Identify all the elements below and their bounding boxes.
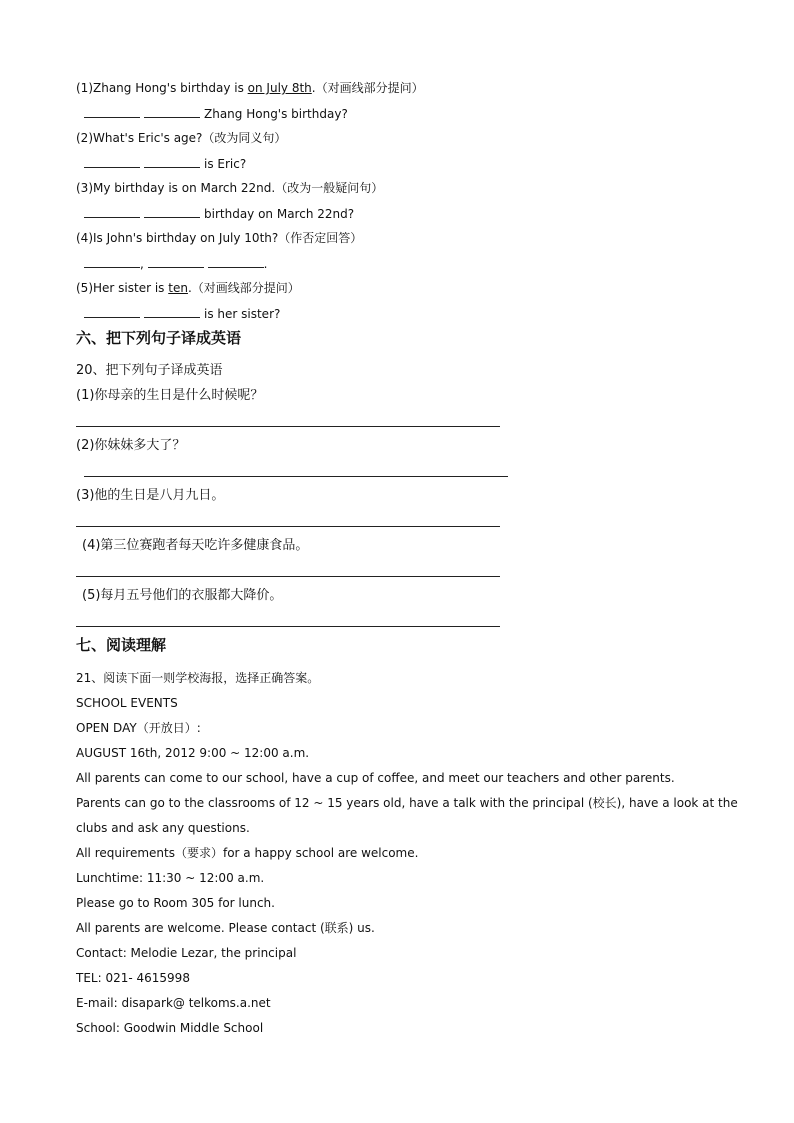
question-4: (4)Is John's birthday on July 10th?（作否定回答）	[76, 231, 363, 245]
question-1: (1)Zhang Hong's birthday is on July 8th.（对画线部分提问）	[76, 81, 424, 95]
section-7-intro: 21、阅读下面一则学校海报，选择正确答案。	[76, 671, 320, 685]
section-6-heading: 六、把下列句子译成英语	[76, 329, 242, 347]
answer-rule	[76, 626, 500, 627]
poster-line: E-mail: disapark@ telkoms.a.net	[76, 996, 271, 1010]
answer-rule	[76, 526, 500, 527]
underlined-phrase: on July 8th	[247, 81, 312, 95]
poster-line: All parents are welcome. Please contact (联系) us.	[76, 921, 375, 935]
translate-item-4: (4)第三位赛跑者每天吃许多健康食品。	[82, 538, 309, 553]
section-6-intro: 20、把下列句子译成英语	[76, 363, 223, 378]
poster-line: All requirements（要求）for a happy school are welcome.	[76, 846, 419, 860]
poster-line: OPEN DAY（开放日）:	[76, 721, 201, 735]
poster-line: Contact: Melodie Lezar, the principal	[76, 946, 297, 960]
poster-line: TEL: 021- 4615998	[76, 971, 190, 985]
translate-item-2: (2)你妹妹多大了？	[76, 438, 186, 453]
underlined-phrase: ten	[168, 281, 188, 295]
poster-line: School: Goodwin Middle School	[76, 1021, 264, 1035]
question-2: (2)What's Eric's age?（改为同义句）	[76, 131, 287, 145]
answer-line-3: birthday on March 22nd?	[84, 205, 354, 222]
translate-item-3: (3)他的生日是八月九日。	[76, 488, 225, 503]
answer-line-2: is Eric?	[84, 155, 246, 172]
poster-title: SCHOOL EVENTS	[76, 696, 178, 710]
translate-item-1: (1)你母亲的生日是什么时候呢？	[76, 388, 264, 403]
poster-line: Lunchtime: 11:30 ~ 12:00 a.m.	[76, 871, 265, 885]
question-5: (5)Her sister is ten.（对画线部分提问）	[76, 281, 300, 295]
answer-rule	[84, 476, 508, 477]
answer-line-5: is her sister?	[84, 305, 280, 322]
poster-line: Please go to Room 305 for lunch.	[76, 896, 275, 910]
answer-rule	[76, 426, 500, 427]
poster-line: AUGUST 16th, 2012 9:00 ~ 12:00 a.m.	[76, 746, 310, 760]
answer-line-4: , .	[84, 255, 267, 272]
translate-item-5: (5)每月五号他们的衣服都大降价。	[82, 588, 283, 603]
poster-line: All parents can come to our school, have a cup of coffee, and meet our teachers and other parents.	[76, 771, 675, 785]
poster-line: clubs and ask any questions.	[76, 821, 250, 835]
question-3: (3)My birthday is on March 22nd.（改为一般疑问句）	[76, 181, 384, 195]
poster-line: Parents can go to the classrooms of 12 ~ 15 years old, have a talk with the principal (校长), have a look at the	[76, 796, 738, 810]
section-7-heading: 七、阅读理解	[76, 636, 167, 654]
answer-rule	[76, 576, 500, 577]
answer-line-1: Zhang Hong's birthday?	[84, 105, 348, 122]
